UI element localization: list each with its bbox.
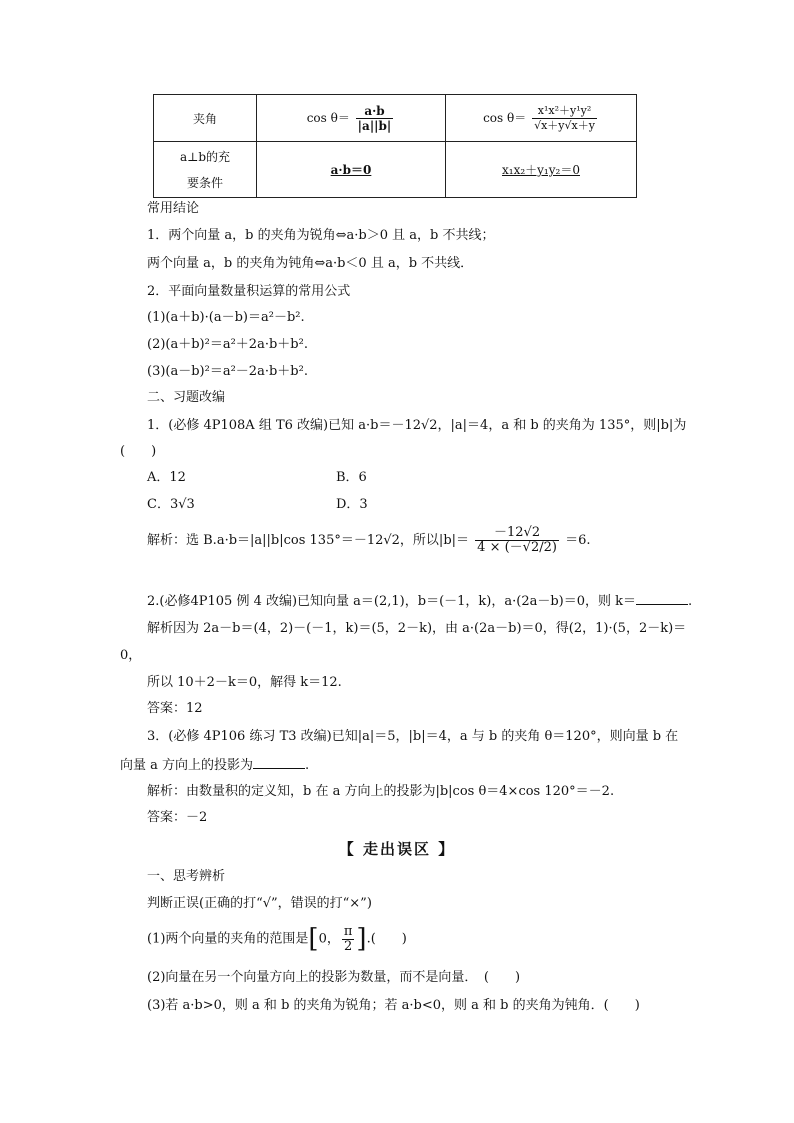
question-text <box>147 592 692 611</box>
question-suffix: . <box>688 594 693 609</box>
fraction <box>356 104 394 133</box>
judgement-item <box>147 922 407 957</box>
fraction <box>342 925 355 954</box>
item-prefix: (1)两个向量的夹角的范围是 <box>147 931 309 947</box>
label-line: a⊥b的充 <box>179 149 231 164</box>
solution-prefix: 解析：选 B.a·b＝|a||b|cos 135°＝－12√2，所以|b|＝ <box>147 533 470 548</box>
question-text: 3．(必修 4P106 练习 T3 改编)已知|a|＝5，|b|＝4，a 与 b 的夹角 θ＝120°，则向量 b 在 <box>147 729 679 744</box>
table-row <box>154 142 637 198</box>
solution-line <box>147 522 591 560</box>
comparison-table <box>153 94 637 198</box>
table-row <box>154 95 637 142</box>
table-cell-label: 夹角 <box>154 95 257 142</box>
cos-prefix: cos θ＝ <box>483 110 527 125</box>
interval-bracket-right: ] <box>356 924 367 954</box>
question-suffix: . <box>305 758 310 773</box>
fraction-denominator: √x＋y√x＋y <box>534 118 595 132</box>
solution-line: 所以 10＋2－k＝0，解得 k＝12. <box>147 675 342 690</box>
solution-suffix: ＝6. <box>565 533 591 548</box>
choice-d: D．3 <box>336 497 368 512</box>
section-label: 一、思考辨析 <box>147 869 226 884</box>
answer-parentheses: ( ) <box>120 444 157 459</box>
cos-prefix: cos θ＝ <box>306 110 350 125</box>
label-line: 要条件 <box>186 175 223 190</box>
formula-line: (2)(a＋b)²＝a²＋2a·b＋b². <box>147 337 308 352</box>
question-prefix: 2.(必修4P105 例 4 改编)已知向量 a＝(2,1)，b＝(－1，k)，a·(2a－b)＝0，则 k＝ <box>147 594 637 609</box>
judgement-item: (2)向量在另一个向量方向上的投影为数量，而不是向量． ( ) <box>147 970 521 985</box>
interval-bracket-left: [ <box>308 924 319 954</box>
answer-blank <box>636 592 688 605</box>
fraction-numerator: －12√2 <box>475 526 559 541</box>
formula-line: (3)(a－b)²＝a²－2a·b＋b². <box>147 364 308 379</box>
fraction-denominator: |a||b| <box>357 118 392 133</box>
question-text <box>120 756 309 775</box>
choice-b: B．6 <box>336 470 367 485</box>
table-cell-label <box>154 142 257 198</box>
item-suffix: .( ) <box>366 931 407 947</box>
section-label: 常用结论 <box>147 201 200 216</box>
fraction <box>475 526 559 555</box>
table-cell-condition: x₁x₂＋y₁y₂＝0 <box>446 142 637 198</box>
section-heading: 【 走出误区 】 <box>338 840 456 858</box>
fraction-numerator: x¹x²＋y¹y² <box>532 104 597 119</box>
judgement-item: (3)若 a·b>0，则 a 和 b 的夹角为锐角；若 a·b<0，则 a 和 b 的夹角为钝角．( ) <box>147 998 640 1013</box>
fraction-denominator: 4 × (－√2/2) <box>477 540 557 555</box>
instruction-text: 判断正误(正确的打“√”，错误的打“×”) <box>147 896 372 911</box>
solution-line: 解析：由数量积的定义知，b 在 a 方向上的投影为|b|cos θ＝4×cos 120°＝－2. <box>147 784 615 799</box>
solution-line: 0， <box>120 648 142 663</box>
answer-line: 答案：－2 <box>147 810 208 825</box>
answer-blank <box>253 756 305 769</box>
solution-line: 解析因为 2a－b＝(4，2)－(－1，k)＝(5，2－k)，由 a·(2a－b)＝0，得(2，1)·(5，2－k)＝ <box>147 621 687 636</box>
interval-left: 0， <box>318 931 340 947</box>
table-cell-condition: a·b＝0 <box>257 142 446 198</box>
choice-a: A．12 <box>147 470 186 485</box>
choice-c: C．3√3 <box>147 497 195 512</box>
section-label: 二、习题改编 <box>147 390 226 405</box>
table-cell-formula <box>446 95 637 142</box>
text-line: 两个向量 a，b 的夹角为钝角⇔a·b＜0 且 a，b 不共线． <box>147 256 474 271</box>
fraction <box>532 104 597 133</box>
answer-line: 答案：12 <box>147 701 203 716</box>
text-line: 2．平面向量数量积运算的常用公式 <box>147 284 351 299</box>
question-text: 1．(必修 4P108A 组 T6 改编)已知 a·b＝－12√2，|a|＝4，a 和 b 的夹角为 135°，则|b|为 <box>147 418 687 433</box>
question-prefix: 向量 a 方向上的投影为 <box>120 758 254 773</box>
fraction-numerator: a·b <box>356 104 394 119</box>
fraction-denominator: 2 <box>343 938 353 954</box>
table-cell-formula <box>257 95 446 142</box>
fraction-numerator: π <box>343 923 353 939</box>
formula-line: (1)(a＋b)·(a－b)＝a²－b². <box>147 310 305 325</box>
text-line: 1．两个向量 a，b 的夹角为锐角⇔a·b＞0 且 a，b 不共线； <box>147 228 495 243</box>
